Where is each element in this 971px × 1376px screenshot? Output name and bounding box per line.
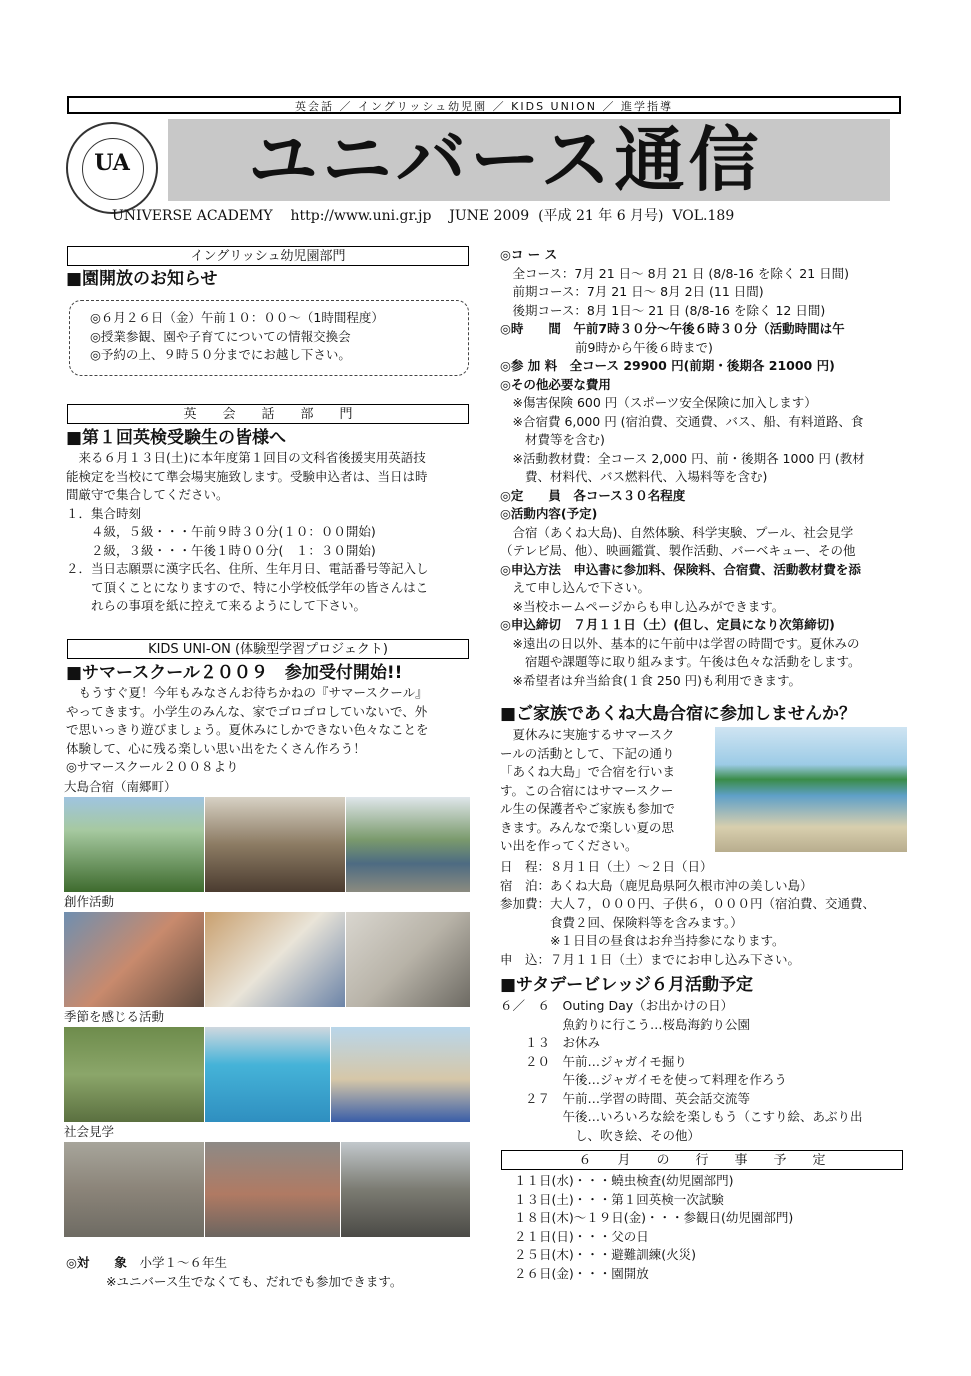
course-line: 宿題や課題等に取り組みます。午後は色々な活動をします。 bbox=[500, 654, 861, 669]
family-intro-line: 「あくね大島」で合宿を行いま bbox=[500, 764, 676, 779]
course-line: ◎活動内容(予定) bbox=[500, 506, 598, 521]
summer-school-heading: ■サマースクール２００９ 参加受付開始!! bbox=[66, 663, 403, 683]
course-line: ◎コ ー ス bbox=[500, 247, 558, 262]
saturday-line: 午後…ジャガイモを使って料理を作ろう bbox=[500, 1072, 787, 1087]
target-block bbox=[66, 1254, 472, 1291]
photo-field-trip-3 bbox=[341, 1142, 470, 1237]
photo-fish-market bbox=[205, 1142, 340, 1237]
event-line: １３日(土)・・・第１回英検一次試験 bbox=[514, 1191, 724, 1207]
eiken-line: 来る６月１３日(土)に本年度第１回目の文科省後援実用英語技 bbox=[66, 450, 426, 465]
family-camp-intro bbox=[500, 726, 710, 856]
family-detail-line: 食費２回、保険料等を含みます。） bbox=[500, 914, 743, 930]
course-line: ◎その他必要な費用 bbox=[500, 376, 611, 392]
top-banner: 英会話 ／ イングリッシュ幼児園 ／ KIDS UNION ／ 進学指導 bbox=[67, 96, 901, 114]
open-house-line: ◎予約の上、９時５０分までにお越し下さい。 bbox=[90, 347, 351, 362]
course-line: ◎定 員 各コース３０名程度 bbox=[500, 487, 686, 503]
saturday-village-schedule bbox=[500, 997, 912, 1145]
course-line: えて申し込んで下さい。 bbox=[500, 580, 651, 595]
event-line: ２１日(日)・・・父の日 bbox=[514, 1228, 649, 1244]
family-camp-heading: ■ご家族であくね大島合宿に参加しませんか？ bbox=[500, 704, 857, 724]
photo-pool bbox=[205, 1027, 330, 1122]
saturday-line: ６／ ６ Outing Day（お出かけの日） bbox=[500, 998, 734, 1013]
family-intro-line: ールの活動として、下記の通り bbox=[500, 745, 675, 761]
photo-caption: 季節を感じる活動 bbox=[64, 1009, 165, 1024]
course-line: ◎時 間 午前7時３０分～午後６時３０分（活動時間は午 bbox=[500, 321, 845, 336]
course-line: 全コース：7月 21 日～ 8月 21 日 (8/8-16 を除く 21 日間) bbox=[500, 265, 850, 281]
summer-intro-line: もうすぐ夏！今年もみなさんお待ちかねの『サマースクール』 bbox=[66, 685, 428, 700]
kindergarten-dept-header: イングリッシュ幼児園部門 bbox=[67, 246, 469, 266]
family-intro-line: い出を作ってください。 bbox=[500, 838, 638, 853]
event-line: １１日(水)・・・蟯虫検査(幼児園部門) bbox=[514, 1173, 734, 1188]
photo-island-trees bbox=[64, 797, 204, 892]
eiken-heading: ■第１回英検受験生の皆様へ bbox=[66, 428, 287, 448]
summer-intro-line: やってきます。小学生のみんな、家でゴロゴロしていないで、外 bbox=[66, 703, 428, 719]
photo-craft-1 bbox=[64, 912, 204, 1007]
course-line: 材費等を含む) bbox=[500, 432, 605, 447]
eiken-line: ２級，３級・・・午後１時００分( １：３０開始) bbox=[66, 542, 376, 558]
course-line: 後期コース：8月 1日～ 21 日 (8/8-16 を除く 12 日間) bbox=[500, 302, 826, 318]
course-line: ※活動教材費：全コース 2,000 円、前・後期各 1000 円 (教材 bbox=[500, 450, 865, 466]
course-line: ◎申込締切 ７月１１日（土）(但し、定員になり次第締切) bbox=[500, 617, 835, 632]
family-detail-line: 日 程：８月１日（土）～２日（日） bbox=[500, 859, 713, 874]
publication-line: UNIVERSE ACADEMY http://www.uni.gr.jp JUNE 2009 (平成 21 年 6 月号) VOL.189 bbox=[112, 208, 735, 224]
saturday-line: １３ お休み bbox=[500, 1035, 601, 1050]
course-line: ※希望者は弁当給食(１食 250 円)も利用できます。 bbox=[500, 672, 802, 688]
open-house-box bbox=[69, 300, 469, 376]
photo-caption: 創作活動 bbox=[64, 894, 115, 909]
course-details bbox=[500, 246, 912, 690]
family-detail-line: 宿 泊：あくね大島（鹿児島県阿久根市沖の美しい島） bbox=[500, 877, 813, 893]
photo-camp-meal bbox=[205, 797, 345, 892]
photo-akune-oshima-beach bbox=[715, 727, 907, 852]
course-line: ※合宿費 6,000 円 (宿泊費、交通費、バス、船、有料道路、食 bbox=[500, 413, 864, 429]
eiken-line: ２．当日志願票に漢字氏名、住所、生年月日、電話番号等記入し bbox=[66, 561, 429, 576]
june-events-list bbox=[514, 1172, 904, 1283]
family-detail-line: ※１日目の昼食はお弁当持参になります。 bbox=[500, 933, 785, 948]
event-line: ２６日(金)・・・園開放 bbox=[514, 1265, 649, 1281]
photo-craft-2 bbox=[205, 912, 345, 1007]
course-line: 前期コース：7月 21 日～ 8月 2日 (11 日間) bbox=[500, 284, 764, 299]
family-detail-line: 申 込：７月１１日（土）までにお申し込み下さい。 bbox=[500, 951, 801, 967]
course-line: ※遠出の日以外、基本的に午前中は学習の時間です。夏休みの bbox=[500, 635, 860, 651]
family-camp-details bbox=[500, 858, 912, 969]
photo-beach-inflatable bbox=[331, 1027, 470, 1122]
open-house-line: ◎６月２６日（金）午前１０：００～（1時間程度） bbox=[90, 310, 384, 325]
eiken-line: １．集合時刻 bbox=[66, 505, 142, 521]
logo-letters: UA bbox=[94, 150, 130, 176]
saturday-line: ２０ 午前…ジャガイモ掘り bbox=[500, 1053, 687, 1069]
family-detail-line: 参加費：大人７，０００円、子供６，０００円（宿泊費、交通費、 bbox=[500, 896, 876, 911]
eiken-line: ４級，５級・・・午前９時３０分(１０：００開始) bbox=[66, 524, 376, 539]
event-line: １８日(木)～１９日(金)・・・参観日(幼児園部門) bbox=[514, 1210, 794, 1225]
summer-intro-line: ◎サマースクール２００８より bbox=[66, 759, 239, 774]
saturday-line: ２７ 午前…学習の時間、英会話交流等 bbox=[500, 1090, 751, 1106]
eiken-body bbox=[66, 449, 472, 616]
course-line: ※傷害保険 600 円（スポーツ安全保険に加入します） bbox=[500, 395, 817, 410]
eiken-line: て頂くことになりますので、特に小学校低学年の皆さんはこ bbox=[66, 579, 429, 595]
family-intro-line: す。この合宿にはサマースクー bbox=[500, 782, 674, 798]
photo-field-trip-1 bbox=[64, 1142, 204, 1237]
kids-union-dept-header: KIDS UNI-ON (体験型学習プロジェクト) bbox=[67, 639, 469, 659]
event-line: ２５日(木)・・・避難訓練(火災) bbox=[514, 1247, 697, 1262]
saturday-village-heading: ■サタデービレッジ６月活動予定 bbox=[500, 975, 754, 995]
photo-caption: 大島合宿（南郷町） bbox=[64, 779, 177, 794]
june-events-header: ６ 月 の 行 事 予 定 bbox=[501, 1150, 903, 1170]
summer-school-intro bbox=[66, 684, 472, 777]
family-intro-line: ル生の保護者やご家族も参加で bbox=[500, 801, 676, 816]
open-house-heading: ■園開放のお知らせ bbox=[66, 269, 218, 289]
saturday-line: 魚釣りに行こう…桜島海釣り公園 bbox=[500, 1016, 751, 1032]
photo-craft-3 bbox=[346, 912, 470, 1007]
photo-river-raft bbox=[64, 1027, 204, 1122]
course-line: （テレビ局、他）、映画鑑賞、製作活動、バーベキュー、その他 bbox=[500, 543, 856, 558]
masthead bbox=[168, 119, 890, 201]
photo-coast bbox=[346, 797, 470, 892]
course-line: ◎参 加 料 全コース 29900 円(前期・後期各 21000 円) bbox=[500, 358, 835, 373]
target-label: ◎対 象 bbox=[66, 1255, 127, 1270]
course-line: ※当校ホームページからも申し込みができます。 bbox=[500, 598, 785, 614]
target-value: 小学１～６年生 bbox=[139, 1255, 227, 1270]
summer-intro-line: で思いっきり遊びましょう。夏休みにしかできない色々なことを bbox=[66, 722, 429, 737]
open-house-line: ◎授業参観、園や子育てについての情報交換会 bbox=[90, 328, 351, 344]
newsletter-title: ユニバース通信 bbox=[248, 119, 763, 201]
summer-intro-line: 体験して、心に残る楽しい思い出をたくさん作ろう！ bbox=[66, 740, 366, 756]
eiken-line: 間厳守で集合してください。 bbox=[66, 487, 229, 502]
photo-caption: 社会見学 bbox=[64, 1124, 115, 1139]
eiken-line: れらの事項を紙に控えて来るようにして下さい。 bbox=[66, 598, 367, 613]
school-logo bbox=[66, 122, 158, 214]
eiken-line: 能検定を当校にて準会場実施致します。受験申込者は、当日は時 bbox=[66, 468, 428, 484]
saturday-line: 午後…いろいろな絵を楽しもう（こすり絵、あぶり出 bbox=[500, 1109, 863, 1124]
course-line: 合宿（あくね大島)、自然体験、科学実験、プール、社会見学 bbox=[500, 524, 854, 540]
saturday-line: し、吹き絵、その他） bbox=[500, 1127, 701, 1143]
family-intro-line: 夏休みに実施するサマースク bbox=[500, 727, 675, 742]
target-note: ※ユニバース生でなくても、だれでも参加できます。 bbox=[106, 1273, 403, 1289]
family-intro-line: きます。みんなで楽しい夏の思 bbox=[500, 819, 675, 835]
course-line: ◎申込方法 申込書に参加料、保険料、合宿費、活動教材費を添 bbox=[500, 561, 861, 577]
course-line: 前9時から午後６時まで) bbox=[500, 339, 713, 355]
eikaiwa-dept-header: 英 会 話 部 門 bbox=[67, 404, 469, 424]
course-line: 費、材料代、バス燃料代、入場料等を含む) bbox=[500, 469, 768, 484]
